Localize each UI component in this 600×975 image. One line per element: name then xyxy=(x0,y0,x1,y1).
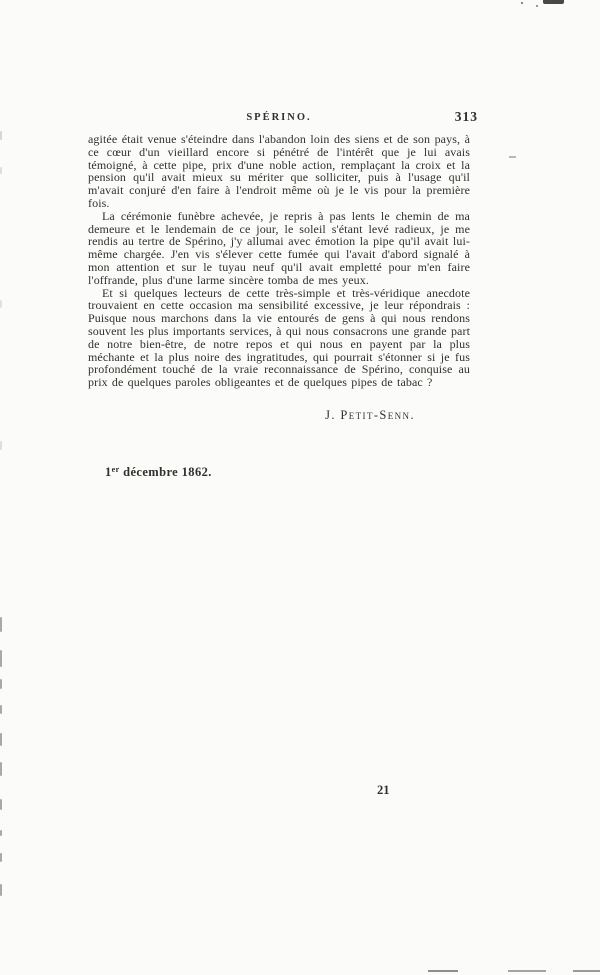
date-rest: décembre 1862. xyxy=(119,465,212,479)
binding-edge-mark xyxy=(0,733,2,746)
binding-edge-mark xyxy=(0,441,2,450)
binding-edge-mark xyxy=(0,853,2,862)
binding-edge-mark xyxy=(0,617,2,632)
binding-edge-mark xyxy=(0,131,2,140)
binding-edge-mark xyxy=(0,650,2,667)
scan-edge-line xyxy=(508,970,546,972)
scan-speck xyxy=(536,5,538,7)
scan-edge-line xyxy=(428,970,458,972)
binding-edge-mark xyxy=(0,679,2,689)
binding-edge-mark xyxy=(0,799,2,810)
scan-speck xyxy=(509,156,516,158)
running-title: SPÉRINO. xyxy=(246,112,312,123)
binding-edge-mark xyxy=(0,705,2,714)
page-number: 313 xyxy=(454,109,478,124)
date-day: 1 xyxy=(105,465,112,479)
scan-speck xyxy=(521,2,523,4)
signature-mark: 21 xyxy=(377,783,390,797)
paragraph: Et si quelques lecteurs de cette très-simple et très-véridique anecdote trouvaient en cette occasion ma sensibilité excessive, je leur répondrais : Puisque nous marchons dans la vie entourés de gens à qui nous rendons souvent les plus importants services, à qui nous consacrons une grande part de notre bien-être, de notre repos et qui nous en payent par la plus méchante et la plus noire des ingratitudes, qui pourrait s'étonner si je fus profondément touché de la vraie reconnaissance de Spérino, conquise au prix de quelques paroles obligeantes et de quelques pipes de tabac ? xyxy=(88,285,470,390)
scan-edge-line xyxy=(573,970,600,972)
author-signature: J. Petit-Senn. xyxy=(325,408,415,422)
dateline xyxy=(105,465,212,480)
date-ordinal: er xyxy=(111,465,120,474)
scan-smudge xyxy=(543,0,564,4)
binding-edge-mark xyxy=(0,884,2,896)
binding-edge-mark xyxy=(0,167,2,174)
text-body xyxy=(88,133,470,389)
binding-edge-mark xyxy=(0,300,2,308)
binding-edge-mark xyxy=(0,762,2,776)
binding-edge-mark xyxy=(0,830,2,836)
paragraph: La cérémonie funèbre achevée, je repris à pas lents le chemin de ma demeure et le lendemain de ce jour, le soleil s'étant levé radieux, je me rendis au tertre de Spérino, j'y allumai avec émotion la pipe qu'il avait lui-même chargée. J'en vis s'élever cette fumée qui l'avait d'abord signalé à mon attention et sur le tuyau neuf qu'il avait empletté pour m'en faire l'offrande, plus d'une larme sincère tomba de mes yeux. xyxy=(88,208,470,287)
paragraph-continuation: agitée était venue s'éteindre dans l'abandon loin des siens et de son pays, à ce cœur d'un vieillard encore si pénétré de l'intérêt que je lui avais témoigné, à cette pipe, prix d'une noble action, remplaçant la croix et la pension qu'il avait mieux su mériter que solliciter, puis à l'usage qu'il m'avait conjuré d'en faire à l'endroit même où je le vis pour la première fois. xyxy=(88,132,470,210)
page-header xyxy=(88,109,478,127)
